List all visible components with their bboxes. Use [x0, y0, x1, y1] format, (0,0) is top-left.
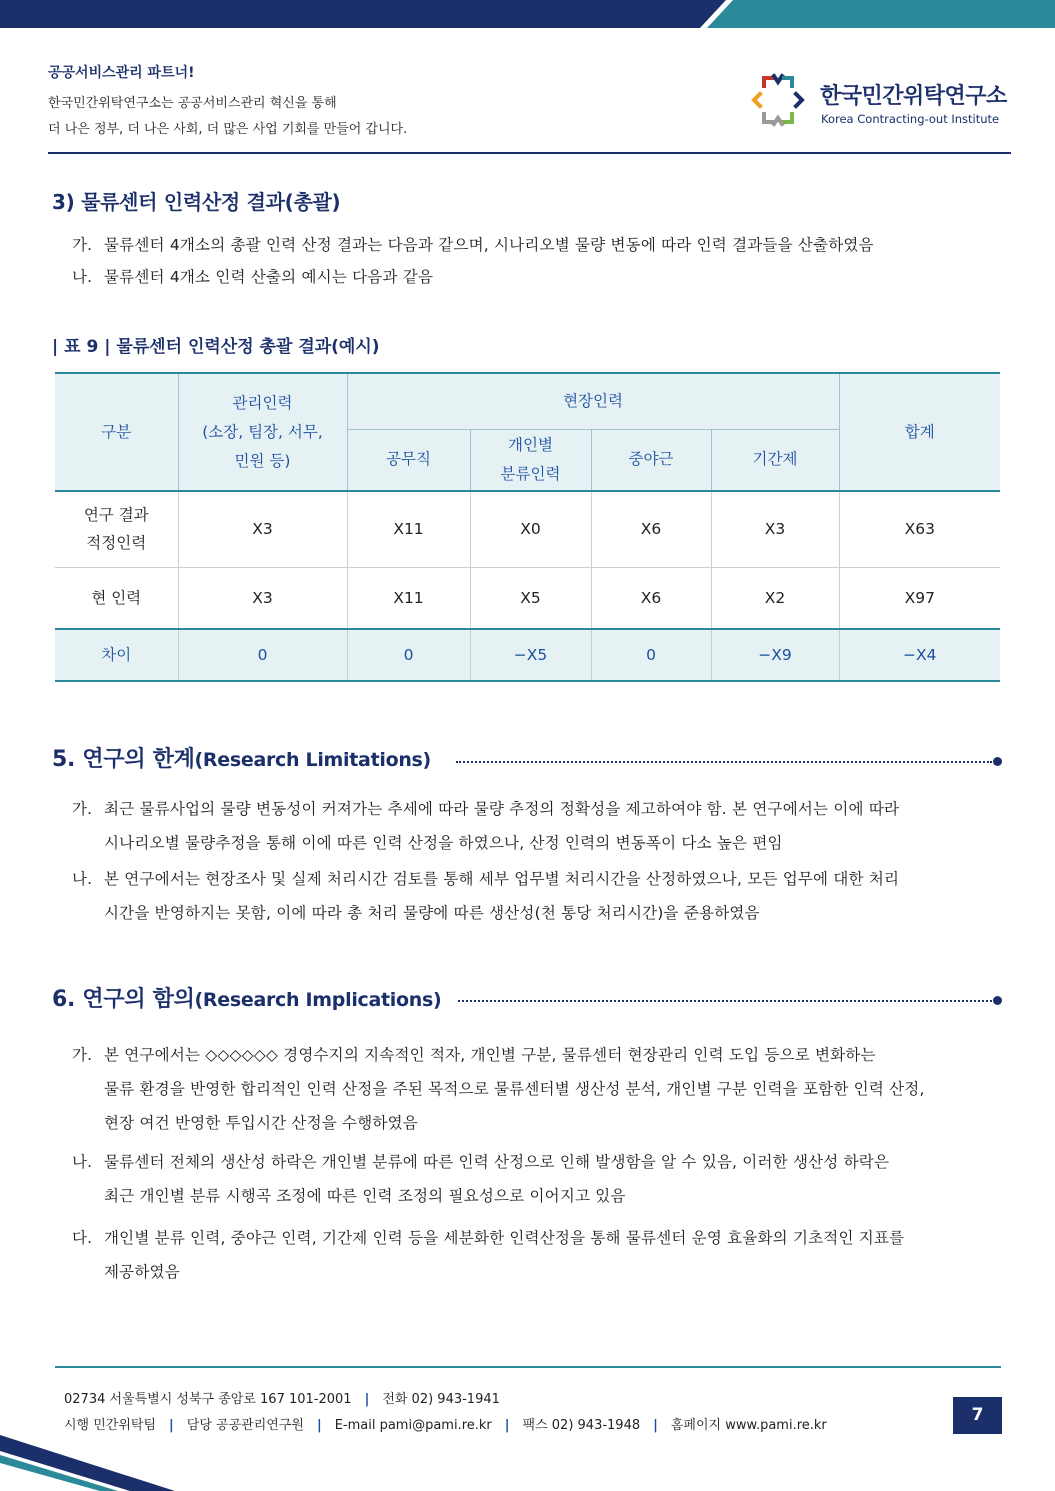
header-public-workers: 공무직 — [347, 429, 470, 491]
section-6-item-c — [72, 1221, 1002, 1289]
table-cell: X11 — [347, 567, 470, 629]
section-3-item-a — [72, 228, 992, 262]
table-cell: X5 — [470, 567, 591, 629]
item-text-line-2: 시간을 반영하지는 못함, 이에 따라 총 처리 물량에 따른 생산성(천 통당 처리시간)을 준용하였음 — [104, 904, 760, 922]
logo-mark-icon — [750, 72, 806, 128]
section-6-rule-end-dot — [993, 996, 1002, 1005]
section-5-heading-ko: 5. 연구의 한계 — [52, 747, 195, 772]
item-marker: 가. — [72, 800, 93, 818]
section-6-heading-ko: 6. 연구의 함의 — [52, 987, 195, 1012]
footer-fax: 팩스 02) 943-1948 — [522, 1418, 641, 1433]
footer-separator: | — [316, 1418, 322, 1433]
section-6-heading — [52, 982, 441, 1013]
item-marker: 가. — [72, 1046, 93, 1064]
item-text-line-3: 현장 여건 반영한 투입시간 산정을 수행하였음 — [104, 1114, 418, 1132]
header-total: 합계 — [839, 373, 1000, 491]
bottom-corner-decoration — [0, 1425, 300, 1491]
section-3-heading: 3) 물류센터 인력산정 결과(총괄) — [52, 190, 341, 214]
table-cell: X3 — [711, 491, 839, 567]
footer-homepage[interactable]: 홈페이지 www.pami.re.kr — [670, 1418, 827, 1433]
table-cell: −X9 — [711, 629, 839, 681]
header-indiv-line-2: 분류인력 — [500, 464, 561, 483]
item-marker: 나. — [72, 870, 93, 888]
table-cell: X11 — [347, 491, 470, 567]
table-cell: 0 — [347, 629, 470, 681]
item-text-line-2: 제공하였음 — [104, 1263, 180, 1281]
table-cell: −X5 — [470, 629, 591, 681]
header-night-shift: 중야근 — [591, 429, 711, 491]
header-tagline: 공공서비스관리 파트너! — [48, 65, 195, 81]
section-6-item-b — [72, 1145, 1002, 1213]
footer-separator: | — [169, 1418, 174, 1433]
table-cell: X97 — [839, 567, 1000, 629]
section-3-item-b — [72, 260, 992, 294]
table-row-difference — [55, 629, 1000, 681]
section-5-heading — [52, 742, 431, 773]
item-text-line-1: 본 연구에서는 현장조사 및 실제 처리시간 검토를 통해 세부 업무별 처리시간을 산정하였으나, 모든 업무에 대한 처리 — [104, 870, 900, 888]
item-marker: 가. — [72, 236, 93, 254]
header-intro — [48, 62, 648, 143]
section-5-dotted-rule — [456, 761, 992, 763]
table-cell: X6 — [591, 491, 711, 567]
item-text-line-2: 물류 환경을 반영한 합리적인 인력 산정을 주된 목적으로 물류센터별 생산성 분석, 개인별 구분 인력을 포함한 인력 산정, — [104, 1080, 925, 1098]
staffing-summary-table — [55, 372, 1000, 682]
item-marker: 나. — [72, 1153, 93, 1171]
item-text-line-1: 최근 물류사업의 물량 변동성이 커져가는 추세에 따라 물량 추정의 정확성을 제고하여야 함. 본 연구에서는 이에 따라 — [104, 800, 900, 818]
section-6-heading-en: (Research Implications) — [194, 989, 442, 1011]
item-text-line-2: 최근 개인별 분류 시행곡 조정에 따른 인력 조정의 필요성으로 이어지고 있음 — [104, 1187, 626, 1205]
header-mgmt-line-1: 관리인력 — [232, 393, 293, 412]
item-marker: 나. — [72, 268, 93, 286]
row-label — [55, 491, 178, 567]
header-divider — [48, 152, 1011, 154]
footer-phone: 전화 02) 943-1941 — [382, 1392, 500, 1407]
header-individual-sorting — [470, 429, 591, 491]
page-number: 7 — [953, 1397, 1002, 1434]
section-5-item-b — [72, 862, 1002, 930]
footer-line-1 — [64, 1388, 500, 1407]
header-management-staff — [178, 373, 347, 491]
table-cell: X6 — [591, 567, 711, 629]
logo-english-name: Korea Contracting-out Institute — [821, 112, 1000, 126]
row-label: 차이 — [55, 629, 178, 681]
header-mgmt-line-3: 민원 등) — [234, 451, 291, 470]
item-text: 물류센터 4개소 인력 산출의 예시는 다음과 같음 — [104, 268, 434, 286]
section-5-heading-en: (Research Limitations) — [194, 749, 431, 771]
table-caption: | 표 9 | 물류센터 인력산정 총괄 결과(예시) — [52, 337, 380, 357]
item-text-line-2: 시나리오별 물량추정을 통해 이에 따른 인력 산정을 하였으나, 산정 인력의 변동폭이 다소 높은 편임 — [104, 834, 783, 852]
header-fixed-term: 기간제 — [711, 429, 839, 491]
footer-address: 02734 서울특별시 성북구 종암로 167 101-2001 — [64, 1392, 352, 1407]
footer-email[interactable]: E-mail pami@pami.re.kr — [334, 1418, 492, 1433]
table-cell: X2 — [711, 567, 839, 629]
table-cell: 0 — [591, 629, 711, 681]
section-6-item-a — [72, 1038, 1002, 1140]
table-cell: X63 — [839, 491, 1000, 567]
table-cell: X3 — [178, 567, 347, 629]
header-field-staff: 현장인력 — [347, 373, 839, 429]
header-line-1: 한국민간위탁연구소는 공공서비스관리 혁신을 통해 — [48, 96, 337, 111]
footer-publisher: 시행 민간위탁팀 — [64, 1418, 157, 1433]
footer-contact: 담당 공공관리연구원 — [186, 1418, 304, 1433]
table-row — [55, 567, 1000, 629]
section-5-rule-end-dot — [993, 757, 1002, 766]
table-row — [55, 491, 1000, 567]
footer-divider — [55, 1366, 1001, 1368]
table-cell: −X4 — [839, 629, 1000, 681]
top-banner — [0, 0, 1055, 28]
footer-separator: | — [653, 1418, 658, 1433]
item-marker: 다. — [72, 1229, 93, 1247]
item-text-line-1: 본 연구에서는 ◇◇◇◇◇◇ 경영수지의 지속적인 적자, 개인별 구분, 물류센터 현장관리 인력 도입 등으로 변화하는 — [104, 1046, 876, 1064]
institute-logo — [750, 72, 1012, 132]
header-line-2: 더 나은 정부, 더 나은 사회, 더 많은 사업 기회를 만들어 갑니다. — [48, 122, 408, 137]
header-category: 구분 — [55, 373, 178, 491]
table-cell: X0 — [470, 491, 591, 567]
row-label-line-1: 연구 결과 — [83, 506, 149, 525]
logo-korean-name: 한국민간위탁연구소 — [820, 84, 1007, 109]
row-label: 현 인력 — [55, 567, 178, 629]
item-text-line-1: 물류센터 전체의 생산성 하락은 개인별 분류에 따른 인력 산정으로 인해 발생함을 알 수 있음, 이러한 생산성 하락은 — [104, 1153, 890, 1171]
header-indiv-line-1: 개인별 — [508, 435, 553, 454]
header-mgmt-line-2: (소장, 팀장, 서무, — [202, 422, 323, 441]
section-6-dotted-rule — [458, 1000, 992, 1002]
table-cell: X3 — [178, 491, 347, 567]
section-5-item-a — [72, 792, 1002, 860]
item-text: 물류센터 4개소의 총괄 인력 산정 결과는 다음과 같으며, 시나리오별 물량 변동에 따라 인력 결과들을 산출하였음 — [104, 236, 874, 254]
item-text-line-1: 개인별 분류 인력, 중야근 인력, 기간제 인력 등을 세분화한 인력산정을 통해 물류센터 운영 효율화의 기초적인 지표를 — [104, 1229, 905, 1247]
footer-separator: | — [364, 1392, 370, 1407]
table-cell: 0 — [178, 629, 347, 681]
row-label-line-2: 적정인력 — [86, 534, 147, 553]
footer-separator: | — [504, 1418, 510, 1433]
